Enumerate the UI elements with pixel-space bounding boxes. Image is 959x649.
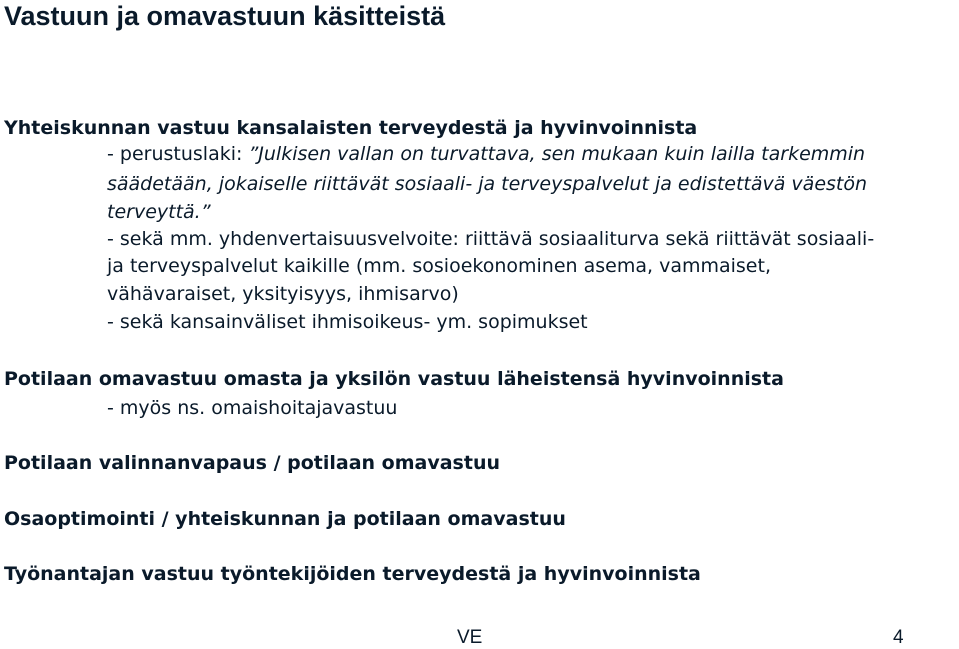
section-heading-freedom-of-choice: Potilaan valinnanvapaus / potilaan omavastuu bbox=[4, 452, 501, 474]
international-agreements-line: - sekä kansainväliset ihmisoikeus- ym. sopimukset bbox=[107, 311, 588, 333]
constitution-quote-line-2: säädetään, jokaiselle riittävät sosiaali- ja terveyspalvelut ja edistettävä väestön bbox=[107, 173, 868, 195]
section-heading-employer-responsibility: Työnantajan vastuu työntekijöiden terveydestä ja hyvinvoinnista bbox=[4, 563, 701, 585]
footer-page-number: 4 bbox=[893, 627, 904, 648]
constitution-quote-line-3: terveyttä.” bbox=[107, 201, 211, 223]
section-heading-suboptimization: Osaoptimointi / yhteiskunnan ja potilaan omavastuu bbox=[4, 508, 566, 530]
footer-author: VE bbox=[457, 627, 483, 648]
section-heading-patient-self-responsibility: Potilaan omavastuu omasta ja yksilön vastuu läheistensä hyvinvoinnista bbox=[4, 368, 784, 390]
slide-title: Vastuun ja omavastuun käsitteistä bbox=[4, 1, 446, 31]
constitution-quote-text: ”Julkisen vallan on turvattava, sen mukaan kuin lailla tarkemmin bbox=[248, 143, 866, 165]
equality-obligation-line-1: - sekä mm. yhdenvertaisuusvelvoite: riittävä sosiaaliturva sekä riittävät sosiaali- bbox=[107, 228, 875, 250]
constitution-quote-line-1 bbox=[107, 142, 865, 166]
section-heading-society-responsibility: Yhteiskunnan vastuu kansalaisten terveydestä ja hyvinvoinnista bbox=[4, 117, 698, 139]
equality-obligation-line-3: vähävaraiset, yksityisyys, ihmisarvo) bbox=[107, 283, 459, 305]
caregiver-responsibility-line: - myös ns. omaishoitajavastuu bbox=[107, 397, 398, 419]
equality-obligation-line-2: ja terveyspalvelut kaikille (mm. sosioekonominen asema, vammaiset, bbox=[107, 255, 771, 277]
constitution-label: - perustuslaki: bbox=[107, 143, 249, 165]
